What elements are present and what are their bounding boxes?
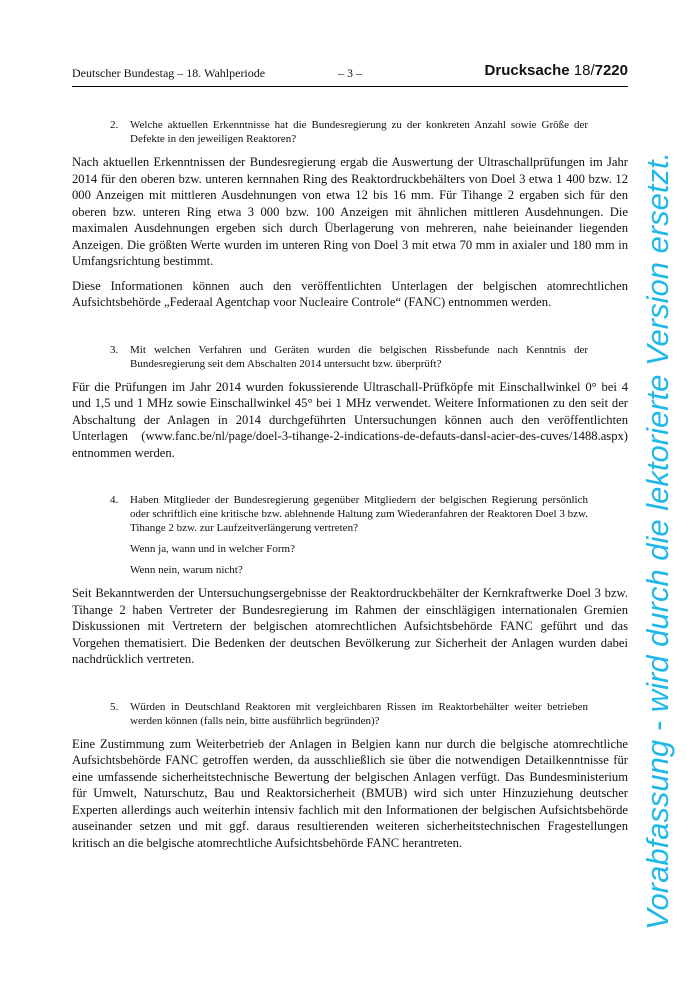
question-3: [72, 343, 628, 371]
question-subtext-yes: Wenn ja, wann und in welcher Form?: [130, 543, 295, 555]
header-parliament: Deutscher Bundestag – 18. Wahlperiode: [72, 66, 266, 80]
answer-3: Für die Prüfungen im Jahr 2014 wurden fokussierende Ultraschall-Prüfköpfe mit Einschallwinkel 0° bei 4 und 1,5 und 1 MHz sowie Einschallwinkel 45° bei 1 MHz verwendet. Weitere Informationen zu den seit der Abschaltung der Anlagen in 2014 durchgeführten Untersuchungen können auch den veröffentlichten Unterlagen (www.fanc.be/nl/page/doel-3-tihange-2-indications-de-defauts-dansl-acier-des-cuves/1488.aspx) entnommen werden.: [72, 379, 628, 460]
question-text: Würden in Deutschland Reaktoren mit vergleichbaren Rissen im Reaktorbehälter weiter betrieben werden können (falls nein, bitte ausführlich begründen)?: [130, 700, 588, 727]
document-body: [72, 100, 628, 851]
question-text: Haben Mitglieder der Bundesregierung gegenüber Mitgliedern der belgischen Regierung persönlich oder schriftlich eine kritische bzw. ablehnende Haltung zum Wiederanfahren der Reaktoren Doel 3 bzw. Tihange 2 bzw. zur Laufzeitverlängerung vertreten?: [130, 494, 588, 534]
doc-num-bold: 7220: [594, 62, 628, 79]
watermark-text: Vorabfassung - wird durch die lektorierte Version ersetzt.: [640, 151, 675, 930]
question-text: Welche aktuellen Erkenntnisse hat die Bundesregierung zu der konkreten Anzahl sowie Größe der Defekte in den jeweiligen Reaktoren?: [130, 119, 588, 145]
question-4: [72, 493, 628, 577]
header-page-number: – 3 –: [338, 66, 362, 80]
question-5: [72, 700, 628, 728]
question-2: [72, 118, 628, 146]
answer-4: Seit Bekanntwerden der Untersuchungsergebnisse der Reaktordruckbehälter der Kernkraftwerke Doel 3 bzw. Tihange 2 haben Vertreter der Bundesregierung im Rahmen der einschlägigen internationalen Gremien Diskussionen mit Vertretern der belgischen atomrechtlichen Aufsichtsbehörde FANC geführt und das Vorgehen thematisiert. Die Bedenken der deutschen Bevölkerung zur Sicherheit der Anlagen wurden dabei nachdrücklich vertreten.: [72, 586, 628, 666]
page-header: [72, 62, 628, 84]
header-document-number: [485, 62, 628, 79]
doc-label: Drucksache: [484, 62, 570, 79]
answer-2-paragraph-2: Diese Informationen können auch den veröffentlichten Unterlagen der belgischen atomrechtlichen Aufsichtsbehörde „Federaal Agentchap voor Nucleaire Controle“ (FANC) entnommen werden.: [72, 278, 628, 309]
question-number: 3.: [110, 343, 119, 356]
header-rule: [72, 86, 628, 87]
doc-num-prefix: 18/: [573, 62, 595, 79]
question-number: 5.: [110, 700, 119, 713]
question-number: 2.: [110, 119, 119, 131]
question-subtext-no: Wenn nein, warum nicht?: [130, 564, 243, 576]
answer-5: Eine Zustimmung zum Weiterbetrieb der Anlagen in Belgien kann nur durch die belgische atomrechtliche Aufsichtsbehörde FANC getroffen werden, da ausschließlich sie über die notwendigen Detailkenntnisse für eine umfassende sicherheitstechnische Bewertung der belgischen Anlagen verfügt. Das Bundesministerium für Umwelt, Naturschutz, Bau und Reaktorsicherheit (BMUB) wird sich unter Hinzuziehung deutscher Experten allerdings auch weiterhin intensiv fachlich mit den Informationen der belgischen Aufsichtsbehörde auseinander setzen und mit ggf. daraus resultierenden weiteren sicherheitstechnischen Fragestellungen kritisch an die belgische atomrechtliche Aufsichtsbehörde FANC herantreten.: [72, 736, 628, 850]
question-text: Mit welchen Verfahren und Geräten wurden die belgischen Rissbefunde nach Kenntnis der Bundesregierung seit dem Abschalten 2014 untersucht bzw. überprüft?: [130, 343, 588, 370]
answer-2-paragraph-1: Nach aktuellen Erkenntnissen der Bundesregierung ergab die Auswertung der Ultraschallprüfungen im Jahr 2014 für den oberen bzw. unteren kernnahen Ring des Reaktordruckbehälters von Doel 3 etwa 1 400 bzw. 12 000 Anzeigen mit mittleren Ausdehnungen von etwa 12 bis 16 mm. Für Tihange 2 ergaben sich für den oberen bzw. unteren Ring etwa 3 000 bzw. 100 Anzeigen mit ähnlichen mittleren Ausdehnungen. Die maximalen Ausdehnungen ergeben sich durch Überlagerung von mehreren, nahe beieinander liegenden Anzeigen. Die größten Werte wurden im unteren Ring von Doel 3 mit etwa 70 mm in axialer und 180 mm in Umfangsrichtung bestimmt.: [72, 155, 628, 268]
question-number: 4.: [110, 494, 119, 506]
